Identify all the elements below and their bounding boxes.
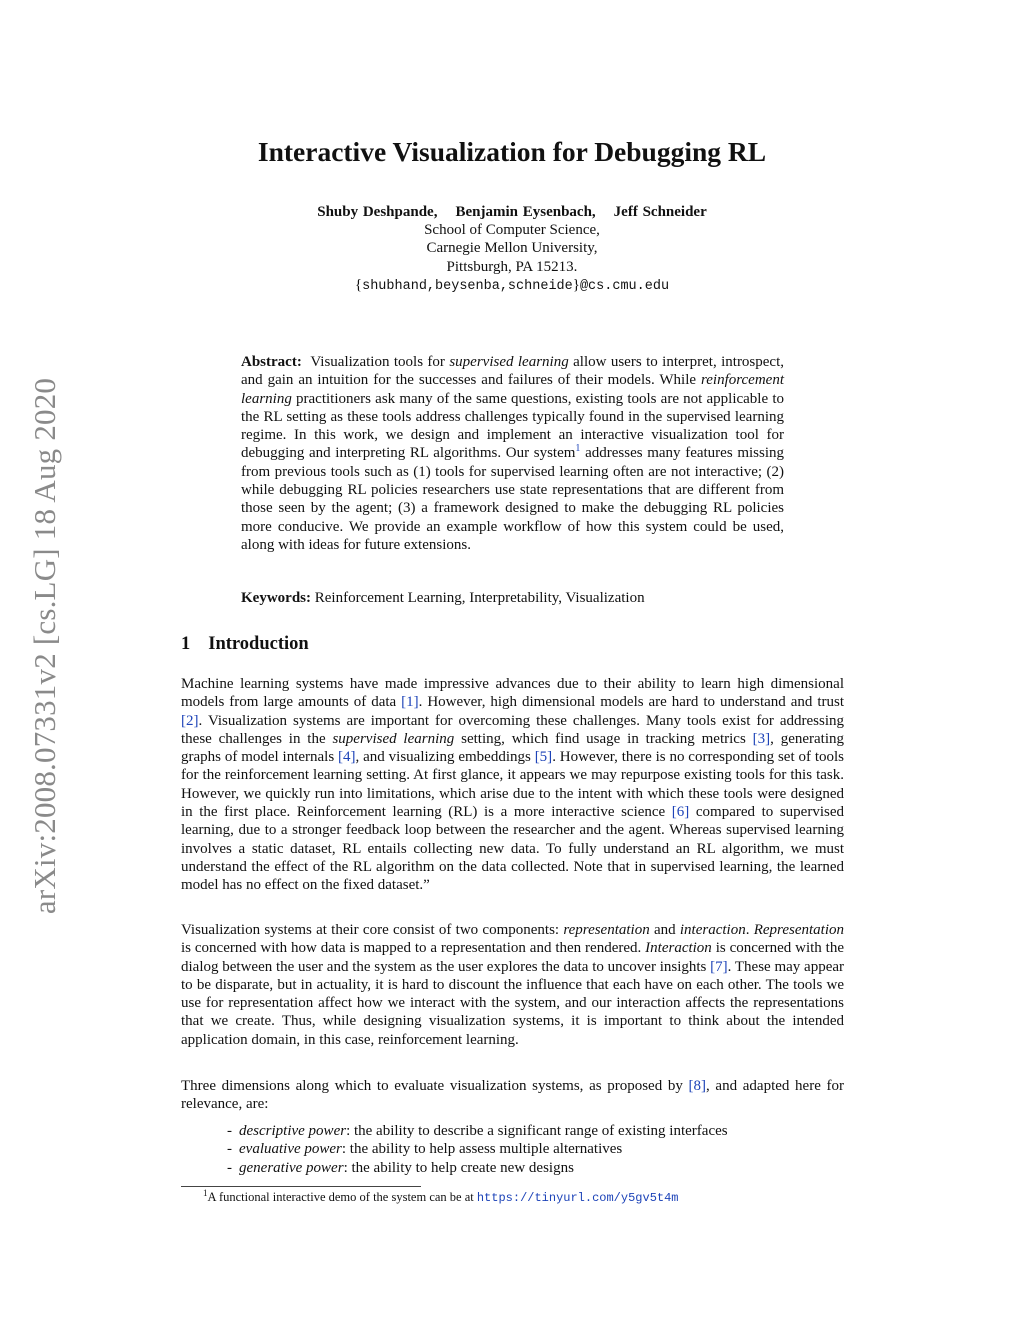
author-1: Shuby Deshpande, — [317, 204, 438, 220]
citation-link[interactable]: [4] — [338, 749, 356, 766]
intro-paragraph-1 — [181, 675, 844, 895]
author-list — [0, 204, 1024, 221]
list-bullet: - — [227, 1141, 232, 1158]
para-text: compared to supervised learning, due to a stronger feedback loop between the researcher and the agent. Whereas supervised learning involves a static dataset, RL entails collecting new data. To fully understand an RL algorithm, we must understand the effect of the RL algorithm on the data collected. Note that in supervised learning, the learned model has no effect on the fixed dataset.” — [181, 804, 844, 894]
abstract-text: addresses many features missing from previous tools such as (1) tools for supervised learning often are not interactive; (2) while debugging RL policies researchers use state representations that are different from those seen by the agent; (3) a framework designed to make the debugging RL policies more conducive. We provide an example workflow of how this system could be used, along with ideas for future extensions. — [241, 445, 784, 553]
footnote-mark[interactable]: 1 — [575, 443, 581, 455]
footnote — [203, 1187, 679, 1205]
list-term: evaluative power — [239, 1141, 342, 1158]
affiliation-school: School of Computer Science, — [424, 222, 600, 238]
email-users: shubhand,beysenba,schneide — [362, 279, 573, 294]
para-emphasis: Interaction — [645, 940, 712, 957]
para-text: . However, there is no corresponding set of tools for the reinforcement learning setting. At first glance, it appears we may repurpose existing tools for this task. However, we quickly run into limitations, which arise due to the intent with which these tools were designed in the first place. Reinforcement learning (RL) is a more interactive science — [181, 749, 845, 821]
email-brace-open: { — [354, 277, 363, 293]
abstract-emphasis: reinforcement learning — [241, 372, 784, 407]
list-term: descriptive power — [239, 1123, 347, 1139]
para-text: . However, high dimensional models are hard to understand and trust — [418, 694, 844, 711]
intro-paragraph-3 — [181, 1077, 844, 1114]
footnote-rule — [181, 1186, 421, 1187]
abstract-text: practitioners ask many of the same questions, existing tools are not applicable to the RL setting as these tools address challenges typically found in the supervised learning regime. In this work, we design and implement an interactive visualization tool for debugging and interpreting RL algorithms. Our system — [241, 390, 784, 462]
list-desc: : the ability to help create new designs — [343, 1159, 574, 1176]
list-item — [227, 1122, 827, 1140]
citation-link[interactable]: [2] — [181, 712, 199, 729]
list-term: generative power — [239, 1159, 344, 1176]
abstract-emphasis: supervised learning — [449, 354, 569, 370]
affiliation-email — [0, 277, 1024, 294]
keywords — [241, 590, 784, 607]
arxiv-stamp-text: arXiv:2008.07331v2 [cs.LG] 18 Aug 2020 — [27, 377, 62, 914]
para-text: , and visualizing embeddings — [355, 749, 535, 766]
citation-link[interactable]: [1] — [401, 694, 419, 711]
arxiv-stamp — [10, 348, 80, 943]
list-desc: : the ability to help assess multiple alternatives — [341, 1141, 623, 1158]
intro-paragraph-2 — [181, 921, 844, 1049]
abstract-text: Visualization tools for — [310, 354, 450, 370]
footnote-text: A functional interactive demo of the system can be at — [207, 1190, 477, 1204]
section-title: Introduction — [208, 634, 309, 654]
list-bullet: - — [227, 1123, 232, 1139]
abstract — [241, 353, 784, 554]
para-text: and — [649, 922, 680, 938]
email-brace-close: } — [572, 277, 580, 293]
citation-link[interactable]: [6] — [671, 804, 690, 821]
dimension-list — [227, 1122, 827, 1177]
list-bullet: - — [227, 1159, 232, 1176]
affiliation-university: Carnegie Mellon University, — [426, 240, 598, 256]
para-emphasis: interaction — [679, 922, 746, 938]
keywords-text: Reinforcement Learning, Interpretability, Visualization — [314, 590, 645, 606]
footnote-url-link[interactable]: https://tinyurl.com/y5gv5t4m — [476, 1191, 679, 1205]
para-emphasis: Representation — [753, 922, 844, 938]
para-emphasis: supervised learning — [332, 730, 455, 747]
paper-title: Interactive Visualization for Debugging RL — [257, 136, 767, 167]
para-text: , and adapted here for relevance, are: — [181, 1078, 845, 1113]
para-text: . — [745, 922, 754, 938]
para-emphasis: representation — [563, 922, 650, 938]
para-text: is concerned with how data is mapped to a representation and then rendered. — [181, 940, 646, 957]
citation-link[interactable]: [5] — [534, 749, 553, 766]
para-text: . Visualization systems are important for overcoming these challenges. Many tools exist for addressing these challenges in the — [181, 712, 844, 747]
para-text: Machine learning systems have made impressive advances due to their ability to learn high dimensional models from large amounts of data — [181, 676, 844, 711]
keywords-label: Keywords: — [241, 590, 311, 606]
list-desc: : the ability to describe a significant range of existing interfaces — [346, 1123, 728, 1139]
citation-link[interactable]: [8] — [688, 1078, 707, 1094]
para-text: setting, which find usage in tracking metrics — [454, 730, 753, 747]
author-2: Benjamin Eysenbach, — [455, 204, 596, 220]
section-number: 1 — [181, 634, 191, 654]
list-item — [227, 1159, 827, 1177]
citation-link[interactable]: [3] — [752, 730, 771, 747]
citation-link[interactable]: [7] — [710, 958, 728, 975]
para-text: is concerned with the dialog between the user and the system as the user explores the data to uncover insights — [181, 940, 844, 975]
para-text: . These may appear to be disparate, but in actuality, it is hard to discount the influence that each have on each other. The tools we use for representation affect how we interact with the system, and our interaction affects the representations that we create. Thus, while designing visualization systems, it is important to think about the intended application domain, in this case, reinforcement learning. — [181, 958, 844, 1048]
para-text: Visualization systems at their core consist of two components: — [181, 922, 564, 938]
author-3: Jeff Schneider — [613, 204, 707, 220]
email-domain: @cs.cmu.edu — [579, 279, 670, 294]
footnote-number: 1 — [203, 1187, 208, 1198]
abstract-label: Abstract: — [241, 354, 302, 370]
para-text: , generating graphs of model internals — [181, 730, 845, 766]
section-heading — [181, 634, 309, 655]
abstract-text: allow users to interpret, introspect, and gain an intuition for the successes and failures of their models. While — [241, 354, 785, 389]
affiliation-city: Pittsburgh, PA 15213. — [446, 259, 578, 275]
list-item — [227, 1140, 827, 1158]
para-text: Three dimensions along which to evaluate visualization systems, as proposed by — [181, 1078, 689, 1094]
